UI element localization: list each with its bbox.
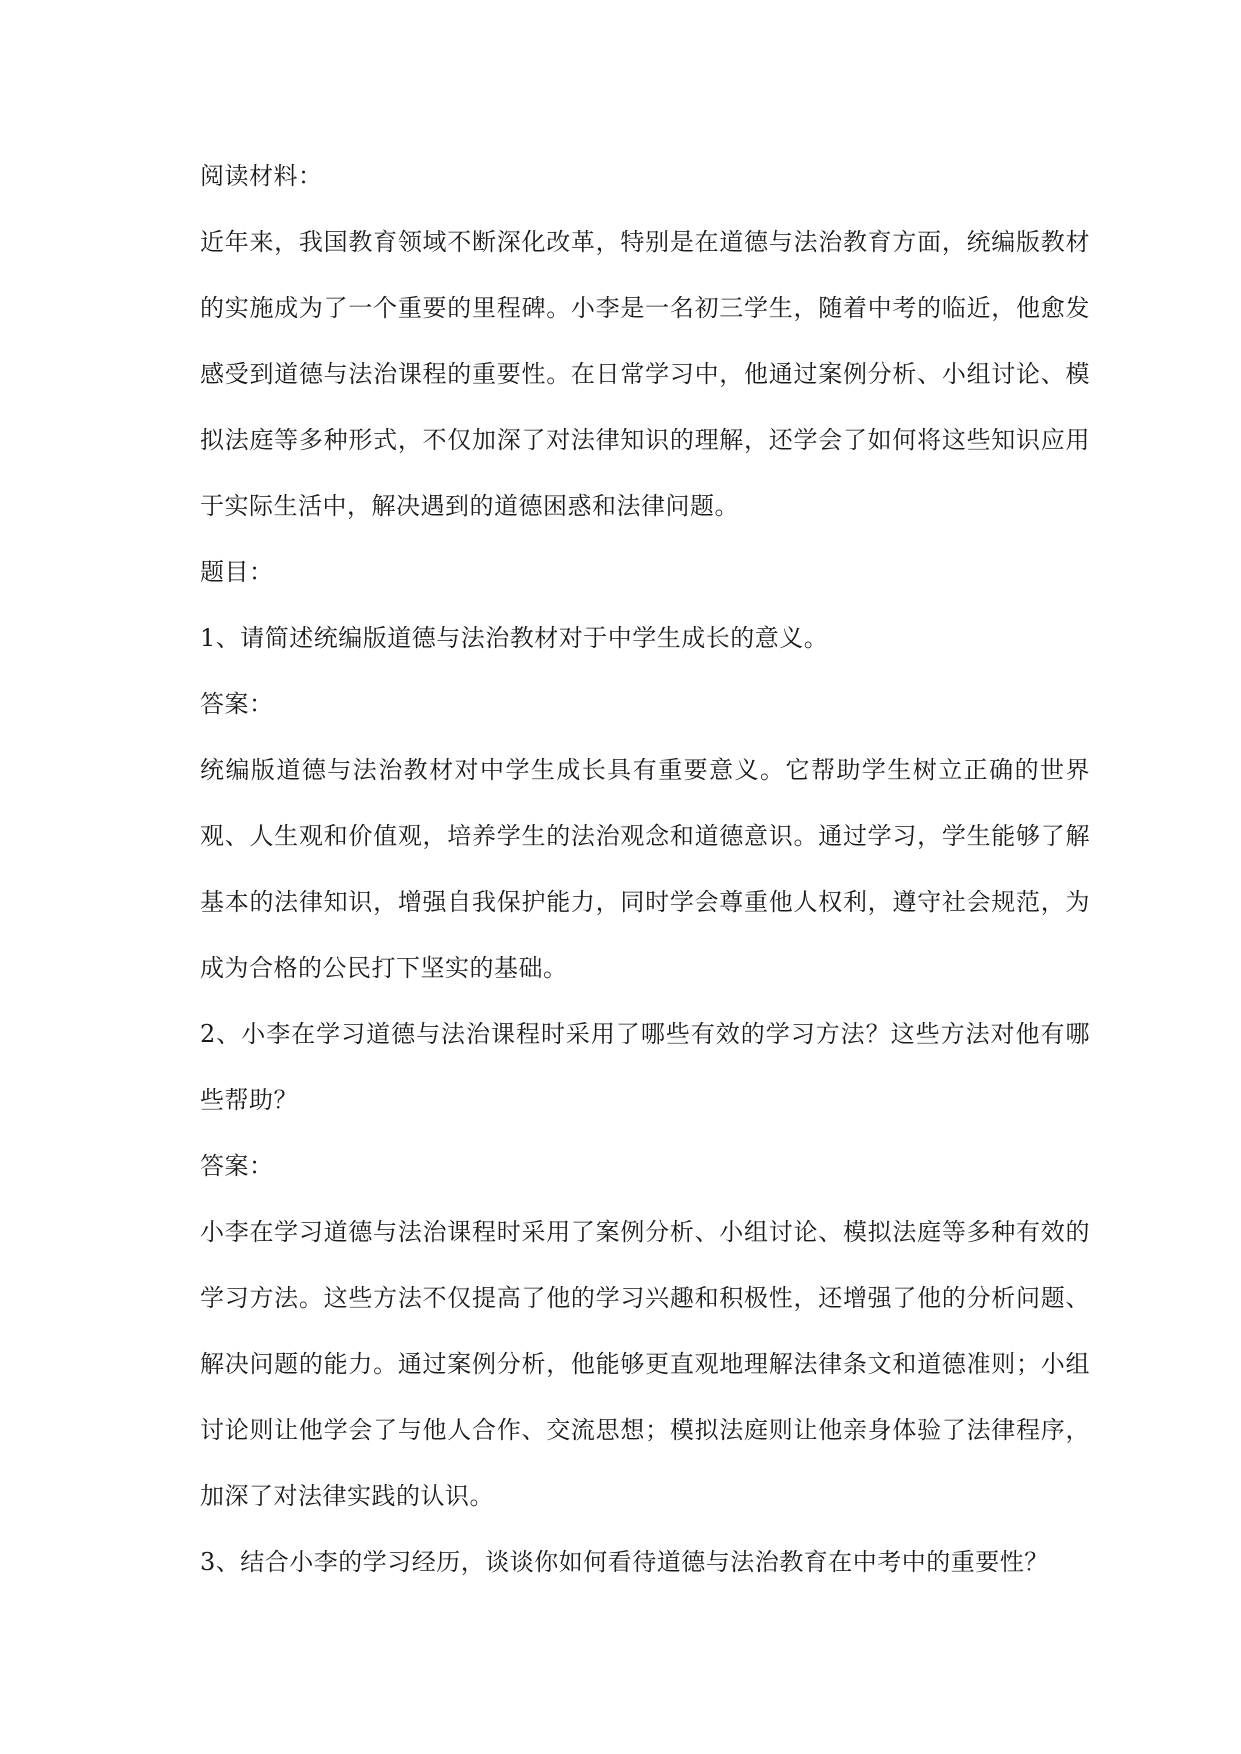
answer-2-label: 答案：	[200, 1152, 274, 1180]
material-label: 阅读材料：	[200, 162, 323, 190]
question-2: 2、小李在学习道德与法治课程时采用了哪些有效的学习方法？这些方法对他有哪些帮助？	[200, 1020, 1090, 1114]
material-text: 近年来，我国教育领域不断深化改革，特别是在道德与法治教育方面，统编版教材的实施成为了一个重要的里程碑。小李是一名初三学生，随着中考的临近，他愈发感受到道德与法治课程的重要性。在日常学习中，他通过案例分析、小组讨论、模拟法庭等多种形式，不仅加深了对法律知识的理解，还学会了如何将这些知识应用于实际生活中，解决遇到的道德困惑和法律问题。	[200, 228, 1090, 520]
answer-1-text: 统编版道德与法治教材对中学生成长具有重要意义。它帮助学生树立正确的世界观、人生观和价值观，培养学生的法治观念和道德意识。通过学习，学生能够了解基本的法律知识，增强自我保护能力，同时学会尊重他人权利，遵守社会规范，为成为合格的公民打下坚实的基础。	[200, 756, 1090, 982]
answer-1-label: 答案：	[200, 690, 274, 718]
answer-2-text: 小李在学习道德与法治课程时采用了案例分析、小组讨论、模拟法庭等多种有效的学习方法。这些方法不仅提高了他的学习兴趣和积极性，还增强了他的分析问题、解决问题的能力。通过案例分析，他能够更直观地理解法律条文和道德准则；小组讨论则让他学会了与他人合作、交流思想；模拟法庭则让他亲身体验了法律程序，加深了对法律实践的认识。	[200, 1218, 1090, 1510]
question-3: 3、结合小李的学习经历，谈谈你如何看待道德与法治教育在中考中的重要性？	[200, 1548, 1049, 1576]
document-page	[200, 143, 1090, 1595]
question-1: 1、请简述统编版道德与法治教材对于中学生成长的意义。	[200, 624, 829, 652]
questions-label: 题目：	[200, 558, 274, 586]
